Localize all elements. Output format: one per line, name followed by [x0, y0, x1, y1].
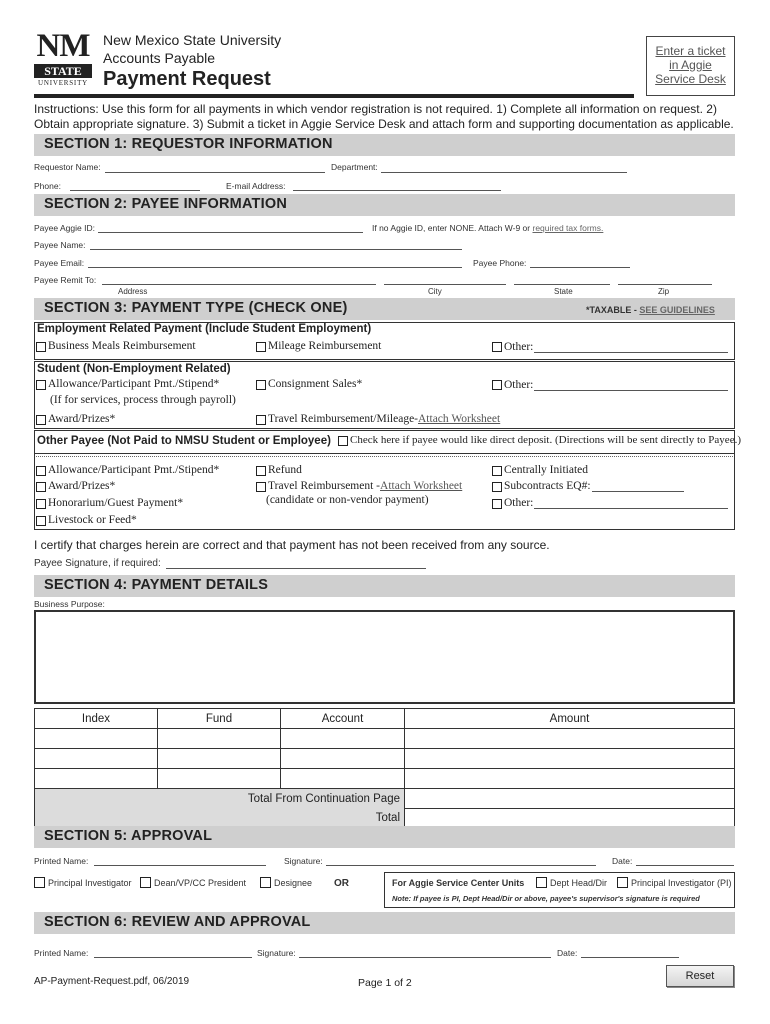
logo-university: UNIVERSITY [38, 79, 88, 87]
payee-phone-label: Payee Phone: [473, 258, 527, 268]
logo-nm: NM [36, 28, 90, 64]
phone-field[interactable] [70, 190, 200, 191]
taxable-note [586, 305, 715, 315]
instructions-line1: Instructions: Use this form for all payments in which vendor registration is not required. 1) Complete all information on request. 2) [34, 102, 717, 116]
section4-title: SECTION 4: PAYMENT DETAILS [44, 577, 269, 593]
department-field[interactable] [381, 172, 627, 173]
aggie-service-center-label: For Aggie Service Center Units [392, 878, 525, 888]
col-index: Index [35, 709, 158, 729]
fund-cell[interactable] [158, 749, 281, 769]
index-cell[interactable] [35, 749, 158, 769]
student-other-checkbox[interactable] [492, 380, 502, 390]
pi-checkbox[interactable] [34, 877, 45, 888]
certify-statement: I certify that charges herein are correct and that payment has not been received from any source. [34, 538, 550, 552]
requestor-name-field[interactable] [105, 172, 325, 173]
ticket-link-box[interactable] [646, 36, 735, 96]
col-account: Account [281, 709, 405, 729]
other-award-label: Award/Prizes* [48, 480, 116, 492]
livestock-label: Livestock or Feed* [48, 514, 137, 526]
dean-label: Dean/VP/CC President [154, 878, 247, 888]
payee-email-field[interactable] [88, 267, 462, 268]
ticket-link-line3[interactable]: Service Desk [655, 72, 726, 86]
review-date-field[interactable] [581, 957, 679, 958]
account-cell[interactable] [281, 729, 405, 749]
student-award-checkbox[interactable] [36, 415, 46, 425]
designee-label: Designee [274, 878, 313, 888]
index-cell[interactable] [35, 769, 158, 789]
or-label: OR [334, 878, 349, 889]
remit-state-field[interactable] [514, 284, 610, 285]
business-purpose-label: Business Purpose: [34, 599, 105, 609]
col-fund: Fund [158, 709, 281, 729]
employment-other-field[interactable] [534, 352, 728, 353]
payment-table [34, 708, 735, 829]
dept-head-label: Dept Head/Dir [550, 878, 608, 888]
approval-printed-name-label: Printed Name: [34, 856, 89, 866]
email-field[interactable] [293, 190, 501, 191]
guidelines-link[interactable]: SEE GUIDELINES [639, 305, 715, 315]
employment-header: Employment Related Payment (Include Student Employment) [37, 323, 372, 335]
logo-state: STATE [34, 64, 92, 78]
col-amount: Amount [405, 709, 735, 729]
reset-button[interactable]: Reset [666, 965, 734, 987]
account-cell[interactable] [281, 749, 405, 769]
consignment-label: Consignment Sales* [268, 378, 363, 390]
taxable-note-text: *TAXABLE - [586, 305, 637, 315]
aggie-id-note [372, 223, 603, 233]
footer-page: Page 1 of 2 [358, 977, 412, 989]
amount-cell[interactable] [405, 769, 735, 789]
payee-signature-field[interactable] [166, 568, 426, 569]
city-caption: City [428, 287, 442, 296]
attach-worksheet-link[interactable]: Attach Worksheet [418, 413, 501, 425]
table-row [35, 769, 735, 789]
section5-header [34, 826, 735, 848]
approval-signature-field[interactable] [326, 865, 596, 866]
allowance-note: (If for services, process through payroll) [50, 394, 236, 406]
business-meals-label: Business Meals Reimbursement [48, 340, 196, 352]
other-payee-other-label: Other: [504, 497, 534, 509]
payee-name-label: Payee Name: [34, 240, 86, 250]
account-cell[interactable] [281, 769, 405, 789]
approval-note: Note: If payee is PI, Dept Head/Dir or above, payee's supervisor's signature is required [392, 894, 700, 903]
email-label: E-mail Address: [226, 181, 286, 191]
payee-name-field[interactable] [90, 249, 462, 250]
dept-head-checkbox[interactable] [536, 877, 547, 888]
table-row [35, 729, 735, 749]
payee-phone-field[interactable] [530, 267, 630, 268]
other-allowance-label: Allowance/Participant Pmt./Stipend* [48, 464, 220, 476]
remit-to-label: Payee Remit To: [34, 275, 97, 285]
table-row [35, 749, 735, 769]
section6-title: SECTION 6: REVIEW AND APPROVAL [44, 914, 311, 930]
employment-other-label: Other: [504, 341, 534, 353]
section3-title: SECTION 3: PAYMENT TYPE (CHECK ONE) [44, 300, 348, 316]
student-allowance-checkbox[interactable] [36, 380, 46, 390]
honorarium-label: Honorarium/Guest Payment* [48, 497, 184, 509]
ticket-link-line2[interactable]: in Aggie [669, 58, 712, 72]
approval-printed-name-field[interactable] [94, 865, 266, 866]
employment-other-checkbox[interactable] [492, 342, 502, 352]
tax-forms-link[interactable]: required tax forms. [532, 223, 604, 233]
address-caption: Address [118, 287, 148, 296]
approval-date-field[interactable] [636, 865, 734, 866]
designee-checkbox[interactable] [260, 877, 271, 888]
section2-header [34, 194, 735, 216]
approval-date-label: Date: [612, 856, 633, 866]
ticket-link-line1[interactable]: Enter a ticket [655, 44, 726, 58]
mileage-label: Mileage Reimbursement [268, 340, 382, 352]
review-printed-name-label: Printed Name: [34, 948, 89, 958]
fund-cell[interactable] [158, 769, 281, 789]
section4-header [34, 575, 735, 597]
payee-signature-label: Payee Signature, if required: [34, 558, 161, 569]
review-signature-field[interactable] [299, 957, 551, 958]
instructions-line2: Obtain appropriate signature. 3) Submit a ticket in Aggie Service Desk and attach form and supporting documentation as applicable. [34, 117, 734, 131]
phone-label: Phone: [34, 181, 61, 191]
department-name: Accounts Payable [103, 50, 216, 66]
payee-email-label: Payee Email: [34, 258, 85, 268]
footer-filename: AP-Payment-Request.pdf, 06/2019 [34, 976, 190, 987]
pi-service-checkbox[interactable] [617, 877, 628, 888]
nmsu-logo [34, 28, 92, 90]
other-payee-header: Other Payee (Not Paid to NMSU Student or Employee) [37, 435, 331, 447]
travel-worksheet-link[interactable]: Attach Worksheet [380, 480, 463, 492]
page-title: Payment Request [103, 68, 271, 90]
remit-zip-field[interactable] [618, 284, 712, 285]
continuation-row [35, 789, 735, 809]
amount-cell[interactable] [405, 749, 735, 769]
continuation-amount[interactable] [405, 789, 735, 809]
remit-city-field[interactable] [384, 284, 506, 285]
review-signature-label: Signature: [257, 948, 296, 958]
student-allowance-label: Allowance/Participant Pmt./Stipend* [48, 378, 220, 390]
section6-header [34, 912, 735, 934]
review-printed-name-field[interactable] [94, 957, 252, 958]
aggie-id-note-text: If no Aggie ID, enter NONE. Attach W-9 or [372, 223, 531, 233]
university-name: New Mexico State University [103, 32, 282, 48]
travel-mileage-checkbox[interactable] [256, 415, 266, 425]
title-rule [34, 94, 634, 98]
travel-mileage-label [268, 413, 500, 425]
index-cell[interactable] [35, 729, 158, 749]
student-other-field[interactable] [534, 390, 728, 391]
table-header-row [35, 709, 735, 729]
subcontracts-label: Subcontracts EQ#: [504, 480, 591, 492]
amount-cell[interactable] [405, 729, 735, 749]
zip-caption: Zip [658, 287, 670, 296]
total-label: Total [35, 809, 405, 829]
aggie-id-label: Payee Aggie ID: [34, 223, 95, 233]
remit-address-field[interactable] [102, 284, 376, 285]
business-purpose-field[interactable] [34, 610, 735, 704]
review-date-label: Date: [557, 948, 578, 958]
centrally-initiated-label: Centrally Initiated [504, 464, 588, 476]
refund-label: Refund [268, 464, 302, 476]
fund-cell[interactable] [158, 729, 281, 749]
section1-title: SECTION 1: REQUESTOR INFORMATION [44, 136, 333, 152]
mileage-checkbox[interactable] [256, 342, 266, 352]
approval-signature-label: Signature: [284, 856, 323, 866]
student-header: Student (Non-Employment Related) [37, 363, 231, 375]
pi-service-label: Principal Investigator (PI) [631, 878, 732, 888]
requestor-name-label: Requestor Name: [34, 162, 101, 172]
student-award-label: Award/Prizes* [48, 413, 116, 425]
candidate-note: (candidate or non-vendor payment) [266, 494, 429, 506]
section1-header [34, 134, 735, 156]
dean-checkbox[interactable] [140, 877, 151, 888]
other-payee-frame [34, 430, 735, 530]
aggie-id-field[interactable] [98, 232, 363, 233]
consignment-checkbox[interactable] [256, 380, 266, 390]
student-other-label: Other: [504, 379, 534, 391]
section5-title: SECTION 5: APPROVAL [44, 828, 213, 844]
department-label: Department: [331, 162, 378, 172]
travel-reimbursement-text: Travel Reimbursement - [268, 480, 381, 492]
travel-mileage-text: Travel Reimbursement/Mileage- [268, 413, 418, 425]
continuation-label: Total From Continuation Page [35, 789, 405, 809]
direct-deposit-label: Check here if payee would like direct deposit. (Directions will be sent directly to Payee.) [350, 434, 741, 446]
business-meals-checkbox[interactable] [36, 342, 46, 352]
pi-label: Principal Investigator [48, 878, 132, 888]
state-caption: State [554, 287, 573, 296]
section2-title: SECTION 2: PAYEE INFORMATION [44, 196, 287, 212]
